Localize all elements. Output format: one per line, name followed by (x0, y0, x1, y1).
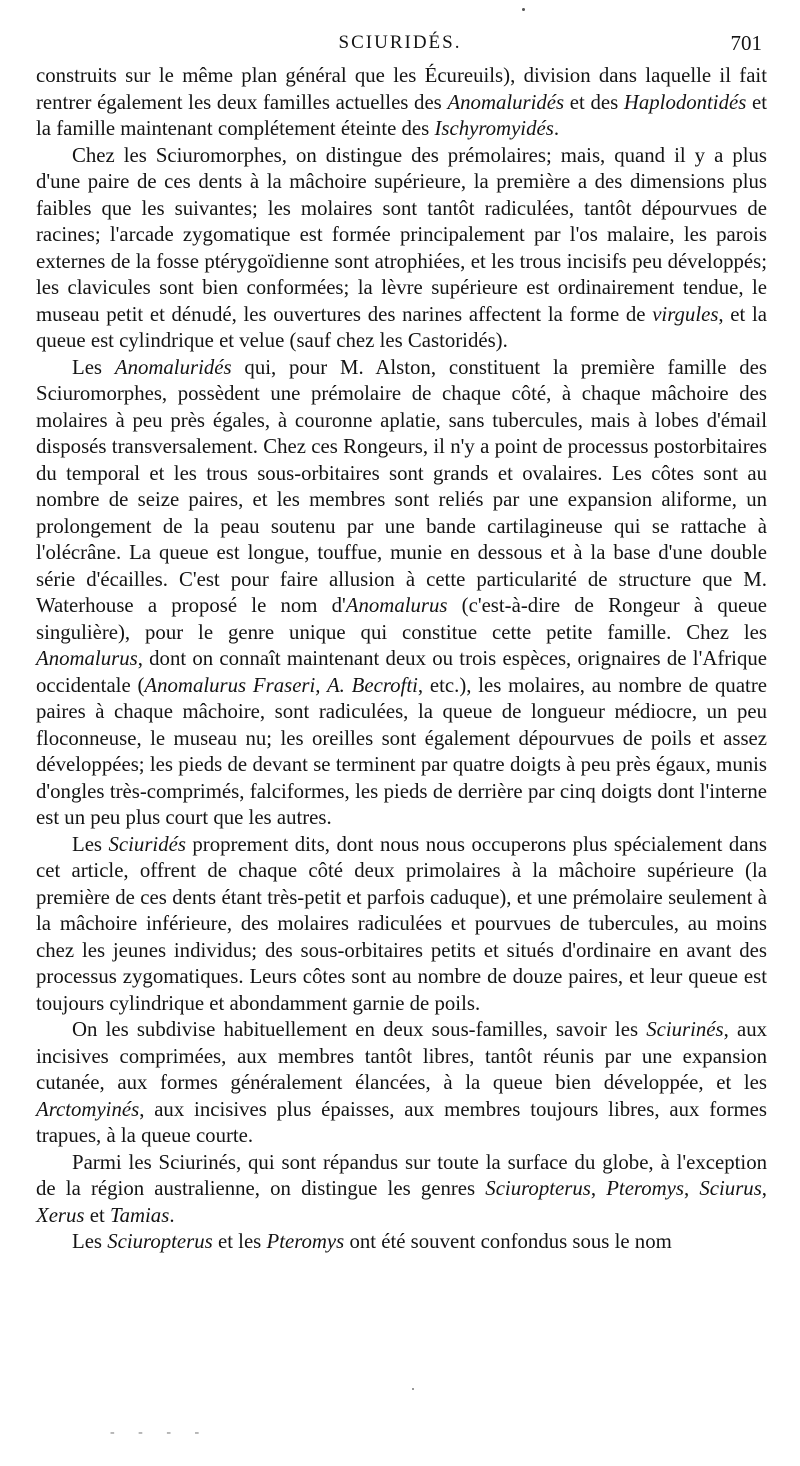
text-run: On les subdivise habituellement en deux sous-familles, savoir les (72, 1018, 647, 1041)
text-run: Les (72, 832, 109, 856)
text-run: et la famille maintenant complétement éteinte des (36, 90, 767, 140)
paragraph (36, 832, 767, 1018)
italic-term: Sciuropterus (485, 1177, 591, 1200)
paragraph (36, 1017, 767, 1150)
text-run: Les (72, 1230, 108, 1253)
italic-term: Pteromys (266, 1230, 345, 1253)
body-text (36, 63, 767, 1256)
italic-term: Sciurus (699, 1177, 762, 1200)
text-run: qui, pour M. Alston, constituent la première famille des Sciuromorphes, possèdent une prémolaire de chaque côté, à chaque mâchoire des molaires à peu près égales, à couronne aplatie, sans tubercules, mais à lobes d'émail disposés transversalement. Chez ces Rongeurs, il n'y a point de processus postorbitaires du temporal et les trous sous-orbitaires sont grands et ovalaires. Les côtes sont au nombre de seize paires, et les membres sont reliés par une expansion aliforme, un prolongement de la peau soutenu par une bande cartilagineuse qui se rattache à l'olécrâne. La queue est longue, touffue, munie en dessous et à la base d'une double série d'écailles. C'est pour faire allusion à cette particularité de structure que M. Waterhouse a proposé le nom d' (36, 355, 767, 617)
italic-term: Xerus (36, 1203, 85, 1227)
text-run: , (761, 1177, 767, 1200)
text-run: . (553, 117, 560, 140)
footer-marks: - - - - (110, 1425, 210, 1440)
text-run: , dont on connaît maintenant deux ou trois espèces, orignaires de l'Afrique occidentale ( (36, 647, 767, 697)
text-run: ont été souvent confondus sous le nom (344, 1230, 672, 1253)
italic-term: Sciurinés (646, 1018, 724, 1041)
italic-term: virgules (652, 302, 719, 326)
running-title: SCIURIDÉS. (338, 32, 462, 53)
text-run: et (84, 1203, 110, 1227)
print-speck (412, 1388, 414, 1390)
paragraph (36, 143, 767, 355)
print-speck (522, 8, 525, 11)
italic-term: Pteromys (606, 1177, 684, 1200)
text-run: , et la queue est cylindrique et velue (sauf chez les Castoridés). (36, 302, 767, 352)
text-run: , (684, 1177, 700, 1200)
page-header (36, 26, 764, 60)
text-run: , aux incisives plus épaisses, aux membres toujours libres, aux formes trapues, à la queue courte. (36, 1097, 767, 1147)
paragraph (36, 63, 767, 143)
italic-term: Anomalurus Fraseri, A. Becrofti (144, 673, 418, 697)
paragraph (36, 1150, 767, 1230)
page-number: 701 (730, 31, 762, 55)
text-run: Chez les Sciuromorphes, on distingue des prémolaires; mais, quand il y a plus d'une paire de ces dents à la mâchoire supérieure, la première a des dimensions plus faibles que les suivantes; les molaires sont tantôt radiculées, tantôt dépourvues de racines; l'arcade zygomatique est formée principalement par l'os malaire, les parois externes de la fosse ptérygoïdienne sont atrophiées, et les trous incisifs peu développés; les clavicules sont bien conformées; la lèvre supérieure est ordinairement tendue, le museau petit et dénudé, les ouvertures des narines affectent la forme de (36, 143, 767, 326)
italic-term: Ischyromyidés (434, 117, 554, 140)
text-run: Parmi les Sciurinés, qui sont répandus sur toute la surface du globe, à l'exception de la région australienne, on distingue les genres (36, 1150, 767, 1200)
italic-term: Tamias (109, 1203, 170, 1227)
text-run: (c'est-à-dire de Rongeur à queue singulière), pour le genre unique qui constitue cette petite famille. Chez les (36, 594, 767, 644)
italic-term: Anomalurus (345, 594, 448, 617)
text-run: construits sur le même plan général que les Écureuils), division dans laquelle il fait rentrer également les deux familles actuelles des (36, 64, 767, 114)
italic-term: Sciuropterus (107, 1230, 213, 1253)
text-run: . (169, 1203, 175, 1227)
italic-term: Arctomyinés (36, 1097, 140, 1121)
text-run: et les (212, 1230, 267, 1253)
text-run: proprement dits, dont nous nous occuperons plus spécialement dans cet article, offrent de chaque côté deux primolaires à la mâchoire supérieure (la première de ces dents étant très-petit et parfois caduque), et une prémolaire seulement à la mâchoire inférieure, des molaires radiculées et pourvues de tubercules, au moins chez les jeunes individus; des sous-orbitaires petits et situés d'ordinaire en avant des processus zygomatiques. Leurs côtes sont au nombre de douze paires, et leur queue est toujours cylindrique et abondamment garnie de poils. (36, 832, 767, 1015)
italic-term: Sciuridés (108, 832, 186, 856)
italic-term: Anomalurus (36, 647, 138, 670)
italic-term: Anomaluridés (447, 90, 565, 114)
text-run: , aux incisives comprimées, aux membres tantôt libres, tantôt réunis par une expansion cutanée, aux formes généralement élancées, à la queue bien développée, et les (36, 1018, 767, 1094)
paragraph (36, 1229, 767, 1256)
italic-term: Anomaluridés (114, 355, 232, 379)
text-run: et des (564, 90, 624, 114)
text-run: Les (72, 355, 115, 379)
italic-term: Haplodontidés (623, 90, 747, 114)
paragraph (36, 355, 767, 832)
text-run: , (590, 1177, 607, 1200)
text-run: , etc.), les molaires, au nombre de quatre paires à chaque mâchoire, sont radiculées, la queue de longueur médiocre, un peu floconneuse, le museau nu; les oreilles sont également dépourvues de poils et assez développées; les pieds de devant se terminent par quatre doigts à peu près égaux, munis d'ongles très-comprimés, falciformes, les pieds de derrière par cinq doigts dont l'interne est un peu plus court que les autres. (36, 673, 767, 829)
